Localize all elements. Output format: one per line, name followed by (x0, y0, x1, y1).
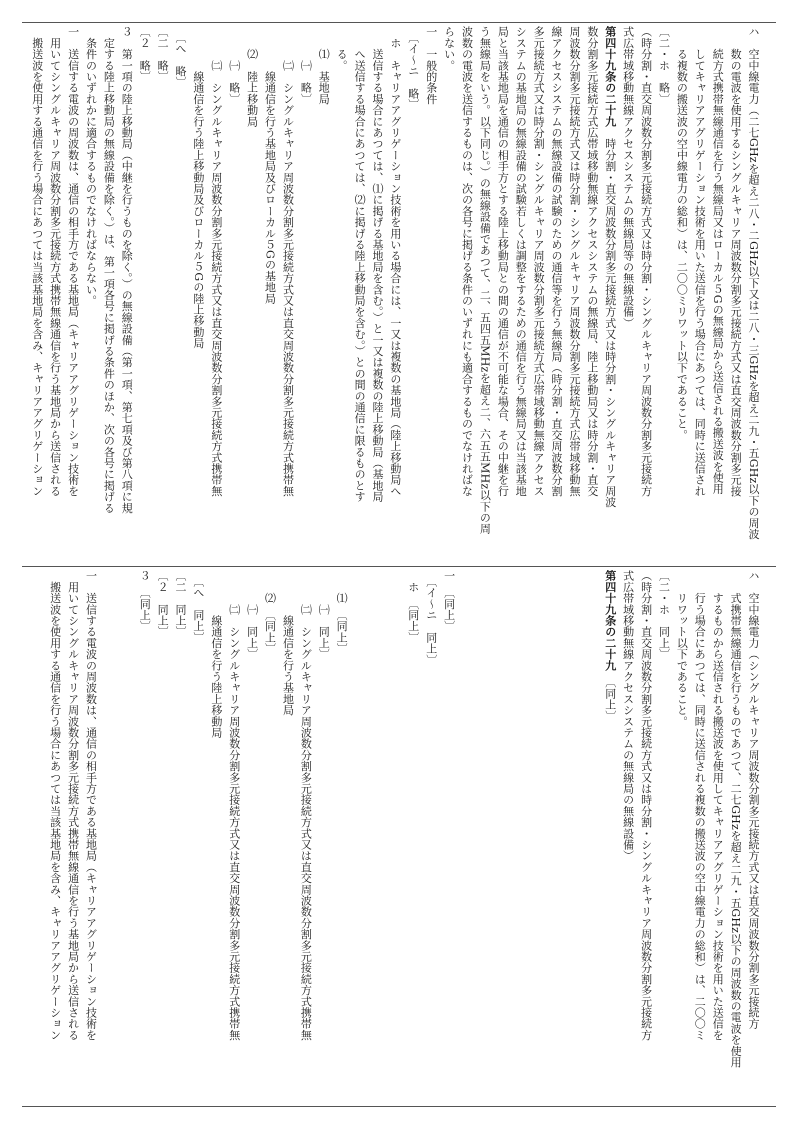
text-line: 〔二・ホ 同上〕 (657, 570, 671, 660)
text-line: 線通信を行う陸上移動局 (209, 570, 223, 738)
text-line: ３ 〔同上〕 (138, 570, 152, 632)
text-line: 〔２ 同上〕 (156, 570, 170, 638)
text-line: 〔へ 同上〕 (191, 570, 205, 643)
text-line: ホ 〔同上〕 (406, 570, 420, 643)
text-line: 送信する場合にあつては、⑴に掲げる基地局を含む。）と一又は複数の陸上移動局（基地局 (370, 26, 384, 503)
text-line: 数分割多元接続方式広帯域移動無線アクセスシステムの無線局、陸上移動局又は時分割・直交 (585, 26, 599, 497)
text-line: 第四十九条の二十九 〔同上〕 (603, 570, 617, 722)
top-border-rule (22, 22, 776, 23)
text-line: 式広帯域移動無線アクセスシステムの無線局等の無線設備） (621, 26, 635, 329)
text-line: 式広帯域移動無線アクセスシステムの無線局の無線設備） (621, 570, 635, 862)
text-line: 条件のいずれかに適合するものでなければならない。 (84, 26, 98, 306)
text-line: 線通信を行う陸上移動局及びローカル５Gの陸上移動局 (191, 26, 205, 349)
text-line (511, 570, 529, 1102)
text-line: る。 (335, 26, 349, 71)
text-line (493, 570, 511, 1102)
text-line (386, 570, 404, 1102)
text-line: 一 〔同上〕 (442, 570, 456, 632)
text-line: 〔二 同上〕 (174, 570, 187, 638)
text-line: ３ 第一項の陸上移動局（中継を行うものを除く。）の無線設備（第一項、第七項及び第八項に規 (120, 26, 134, 514)
text-line: 一 送信する電波の周波数は、通信の相手方である基地局（キャリアアグリゲーション技術を (66, 26, 80, 497)
text-line: 搬送波を使用する通信を行う場合にあつては当該基地局を含み、キャリアアグリゲーション (30, 26, 44, 497)
text-line: ㈡ シングルキャリア周波数分割多元接続方式又は直交周波数分割多元接続方式携帯無 (227, 570, 241, 1041)
text-line: へ送信する場合にあつては、⑵に掲げる陸上移動局を含む。）との間の通信に限るものとす (353, 26, 367, 503)
text-line: 続方式携帯無線通信を行う無線局又はローカル５Gの無線局から送信される搬送波を使用 (711, 26, 725, 495)
text-line: してキャリアアグリゲーション技術を用いた送信を行う場合にあつては、同時に送信され (693, 26, 707, 497)
text-line: 〔イ～ニ 同上〕 (424, 570, 438, 666)
text-line: 〔二 略〕 (156, 26, 170, 82)
text-line: 〔イ～ニ 略〕 (406, 26, 420, 111)
text-line: ⑴ 基地局 (317, 26, 331, 105)
text-line (458, 570, 476, 1102)
text-line: う無線局をいう。以下同じ。）の無線設備であつて、二、五四五MHzを超え二、六五五MHz以下の周 (478, 26, 492, 535)
article-heading: 第四十九条の二十九 (603, 570, 617, 671)
text-line: 〔２ 略〕 (138, 26, 152, 82)
text-line (529, 570, 547, 1102)
text-line (565, 570, 583, 1102)
text-line: 搬送波を使用する通信を行う場合にあつては当該基地局を含み、キャリアアグリゲーション (48, 570, 62, 1041)
current-text-column (46, 570, 762, 1102)
text-line: システムの基地局の無線設備の試験若しくは調整をするための通信を行う無線局又は当該基地 (514, 26, 528, 497)
text-line (547, 570, 565, 1102)
text-line: 定する陸上移動局の無線設備を除く。）は、第一項各号に掲げる条件のほか、次の各号に掲げる (102, 26, 116, 514)
text-line: リワット以下であること。 (675, 570, 689, 727)
text-line: 〔へ 略〕 (174, 26, 187, 88)
text-line: 周波数分割多元接続方式又は時分割・シングルキャリア周波数分割多元接続方式広帯域移動無 (567, 26, 581, 497)
text-line: 〔二・ホ 略〕 (657, 26, 671, 105)
text-line: 行う場合にあつては、同時に送信される複数の搬送波の空中線電力の総和）は、二〇〇ミ (693, 570, 707, 1041)
text-line (368, 570, 386, 1102)
text-line (350, 570, 368, 1102)
text-line: る複数の搬送波の空中線電力の総和）は、二〇〇ミリワット以下であること。 (675, 26, 689, 441)
text-line: ㈡ シングルキャリア周波数分割多元接続方式又は直交周波数分割多元接続方式携帯無 (299, 570, 313, 1041)
text-line: 用いてシングルキャリア周波数分割多元接続方式携帯無線通信を行う基地局から送信される (48, 26, 62, 497)
text-line: 用いてシングルキャリア周波数分割多元接続方式携帯無線通信を行う基地局から送信される (66, 570, 80, 1041)
text-line: 線アクセスシステムの無線設備の試験のための通信等を行う無線局（時分割・直交周波数分割 (550, 26, 564, 497)
text-line: （時分割・直交周波数分割多元接続方式又は時分割・シングルキャリア周波数分割多元接続方 (639, 570, 653, 1041)
text-line: ㈠ 同上〕 (317, 570, 331, 660)
text-line: ㈠ 略〕 (227, 26, 241, 105)
article-heading: 第四十九条の二十九 (603, 26, 617, 127)
text-line (476, 570, 494, 1102)
text-line: ホ キャリアアグリゲーション技術を用いる場合には、一又は複数の基地局（陸上移動局へ (388, 26, 402, 497)
middle-divider-rule (22, 566, 776, 567)
text-line: 波数の電波を送信するものは、次の各号に掲げる条件のいずれにも適合するものでなければな (460, 26, 474, 497)
text-line: 数の電波を使用するシングルキャリア周波数分割多元接続方式又は直交周波数分割多元接 (729, 26, 743, 497)
revised-text-panel (22, 26, 776, 562)
bottom-border-rule (22, 1106, 776, 1107)
text-line: 一 送信する電波の周波数は、通信の相手方である基地局（キャリアアグリゲーション技術を (84, 570, 98, 1041)
text-line: ㈡ シングルキャリア周波数分割多元接続方式又は直交周波数分割多元接続方式携帯無 (281, 26, 295, 497)
text-line: ⑵ 陸上移動局 (245, 26, 259, 127)
text-line (99, 570, 117, 1102)
text-line: ハ 空中線電力（二七GHzを超え二八・二GHz以下又は二八・三GHzを超え二九・五GHz以下の周波 (747, 26, 760, 540)
text-line: 式携帯無線通信を行うものであつて、二七GHzを超え二九・五GHz以下の周波数の電波を使用 (729, 570, 743, 1068)
revised-text-column (28, 26, 762, 562)
text-line: ㈠ 同上〕 (245, 570, 259, 660)
text-line: ⑵ 〔同上〕 (263, 570, 277, 655)
text-line (117, 570, 135, 1102)
text-line: 線通信を行う基地局 (281, 570, 295, 716)
current-text-panel (22, 570, 776, 1102)
text-line: ㈡ シングルキャリア周波数分割多元接続方式又は直交周波数分割多元接続方式携帯無 (209, 26, 223, 497)
text-line: 線通信を行う基地局及びローカル５Gの基地局 (263, 26, 277, 304)
text-line: 一 一般的条件 (424, 26, 438, 105)
text-line: ㈠ 略〕 (299, 26, 313, 105)
text-line: 多元接続方式又は時分割・シングルキャリア周波数分割多元接続方式広帯域移動無線アクセス (532, 26, 546, 497)
text-line (583, 570, 601, 1102)
text-line: ハ 空中線電力（シングルキャリア周波数分割多元接続方式又は直交周波数分割多元接続方 (747, 570, 760, 1030)
text-line: （時分割・直交周波数分割多元接続方式又は時分割・シングルキャリア周波数分割多元接続方 (639, 26, 653, 497)
text-line: 第四十九条の二十九 時分割・直交周波数分割多元接続方式又は時分割・シングルキャリア周波 (603, 26, 617, 508)
text-line: するものから送信される搬送波を使用してキャリアアグリゲーション技術を用いた送信を (711, 570, 725, 1041)
text-line: 局と当該基地局を通信の相手方とする陸上移動局との間の通信が不可能な場合、その中継を行 (496, 26, 510, 497)
text-line: らない。 (442, 26, 456, 71)
text-line: ⑴ 〔同上〕 (335, 570, 349, 655)
